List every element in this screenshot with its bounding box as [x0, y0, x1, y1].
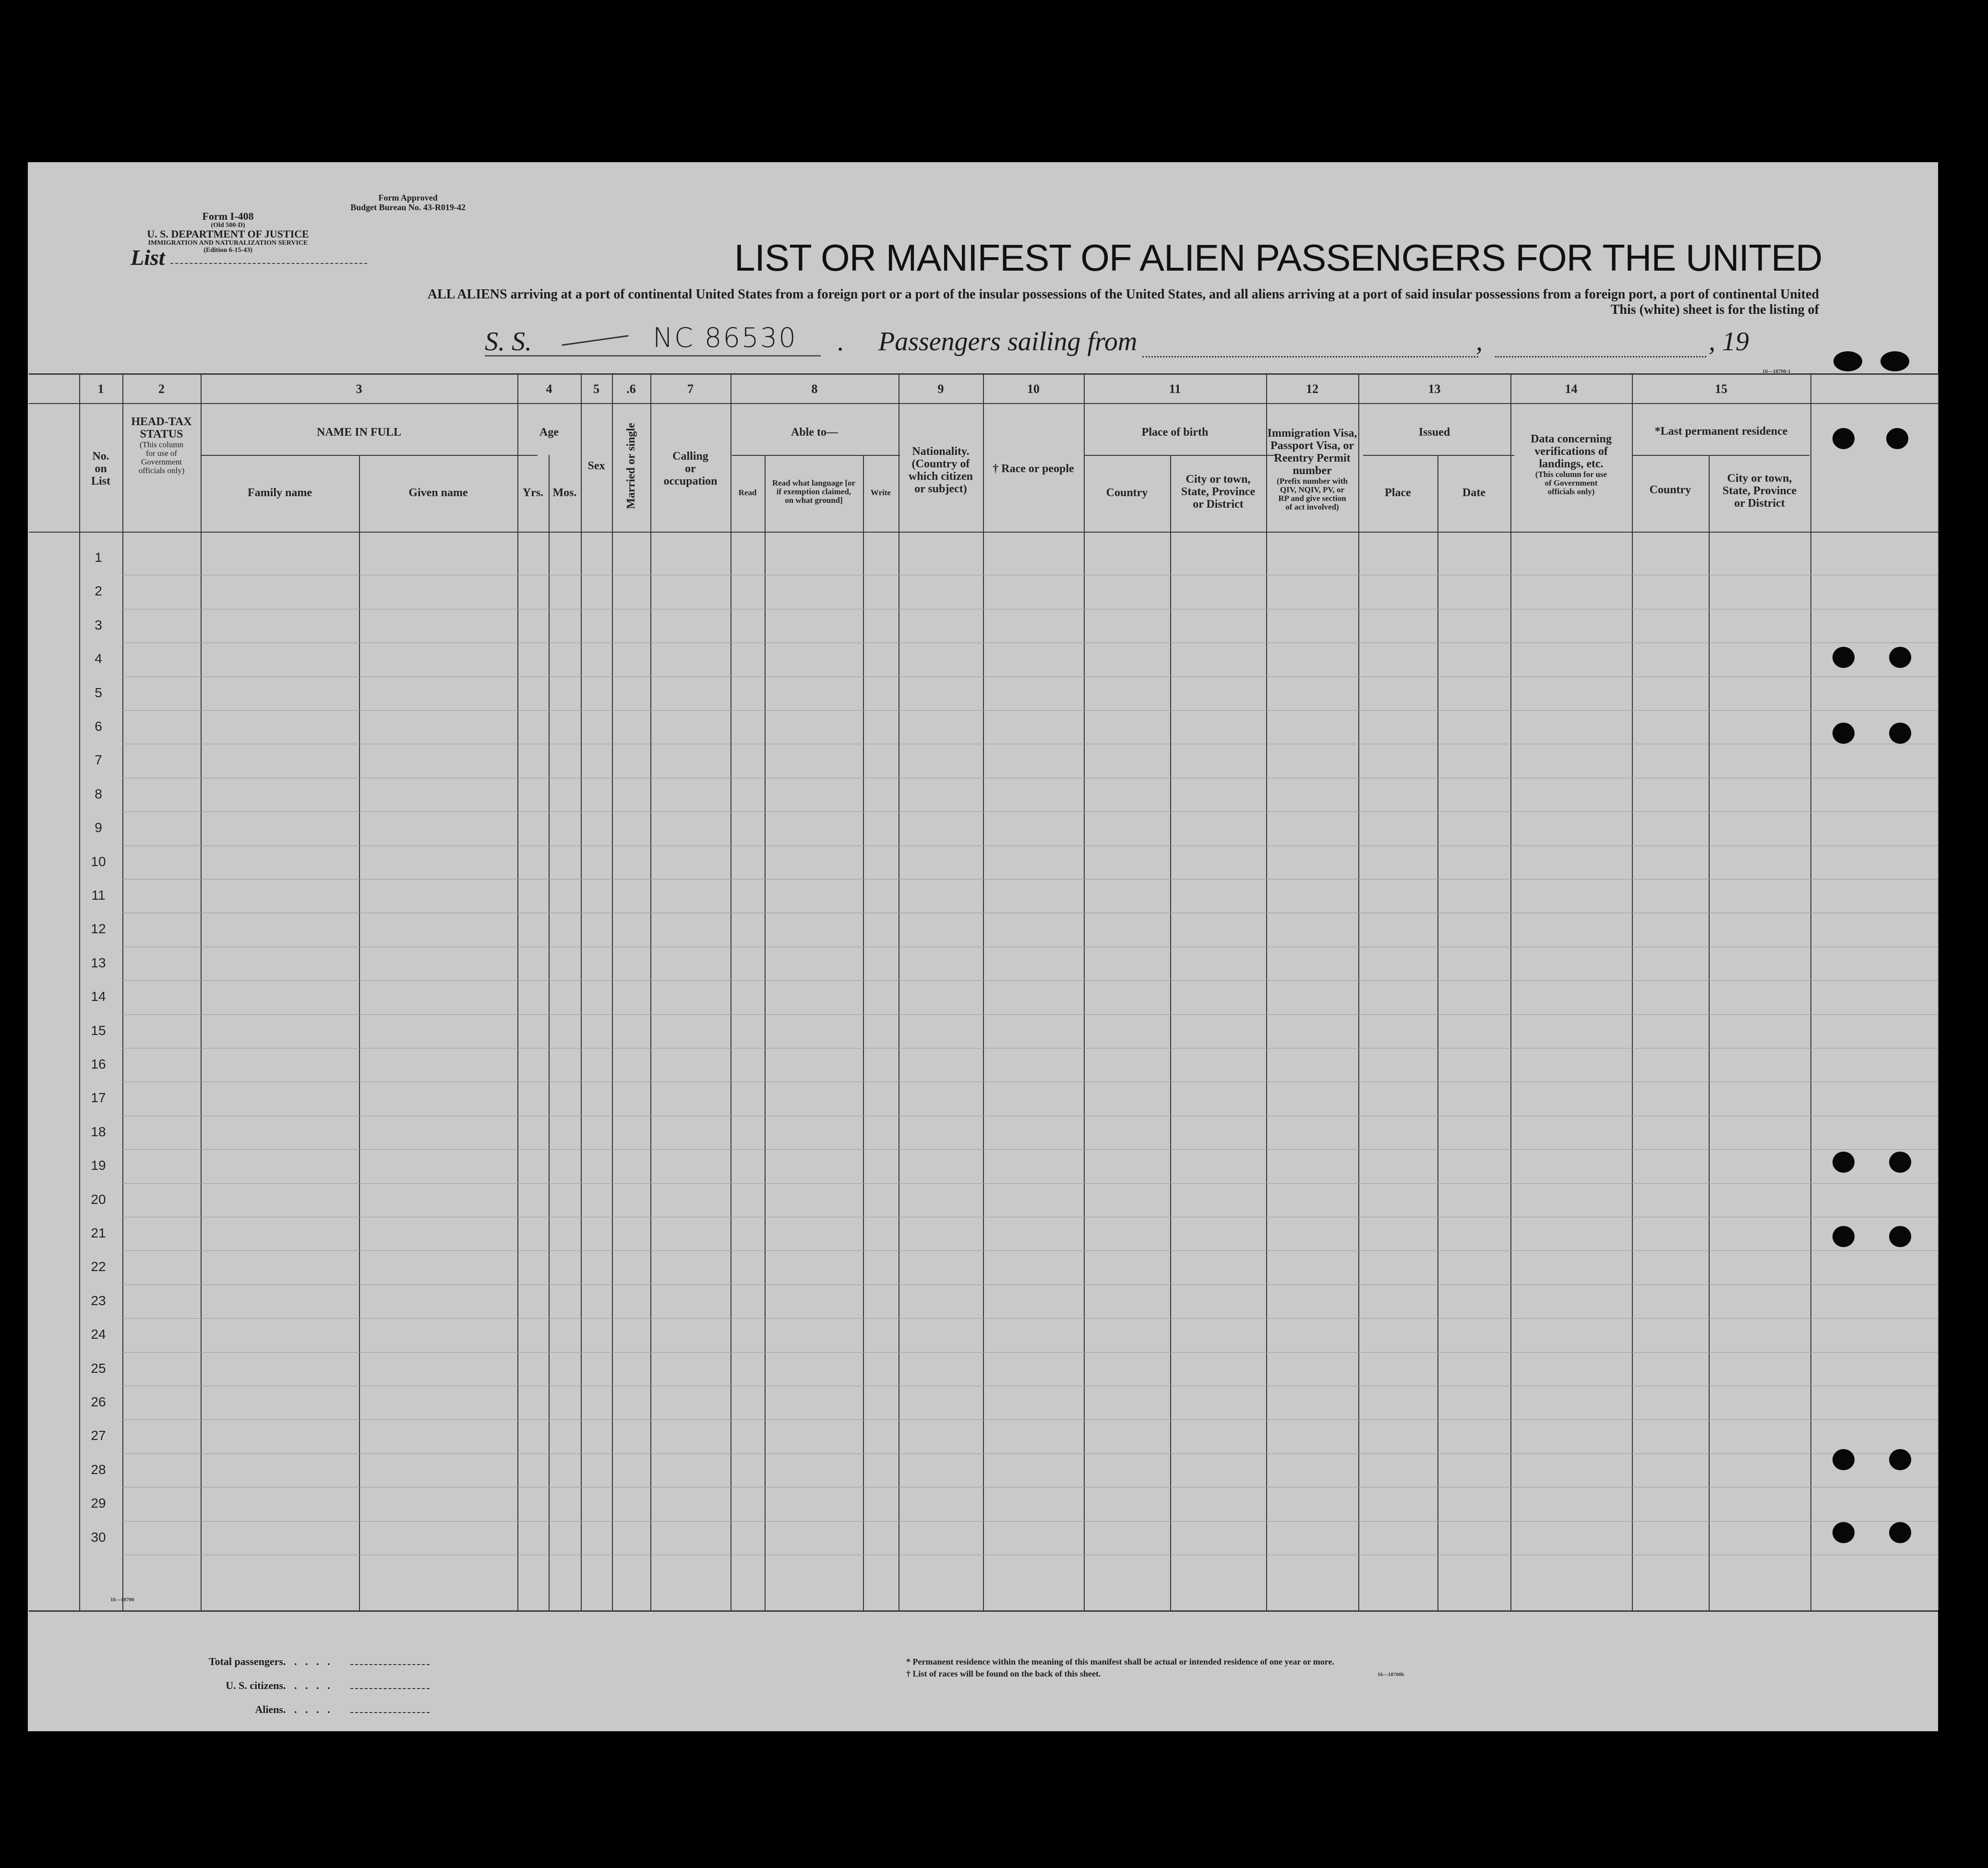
form-approved: Form Approved	[378, 193, 438, 202]
colnum-7: 7	[687, 382, 694, 396]
header-family-name: Family name	[248, 487, 312, 499]
header-write: Write	[870, 488, 891, 497]
col-divider-12	[1266, 373, 1267, 1610]
header-calling	[650, 450, 731, 488]
header-given-name: Given name	[408, 487, 468, 499]
header-read-language-line-3: on what ground]	[785, 496, 843, 505]
colnum-2: 2	[158, 382, 165, 396]
header-sex: Sex	[587, 460, 605, 472]
header-visa-note-1: (Prefix number with	[1277, 476, 1348, 486]
col-divider-11	[1084, 373, 1085, 1610]
header-no-line-1: No.	[92, 450, 109, 463]
header-head-tax-note-2: for use of	[145, 449, 178, 458]
aliens-field[interactable]	[350, 1712, 430, 1713]
us-citizens-dots: . . . . .	[283, 1679, 333, 1691]
ship-name-field[interactable]	[485, 355, 821, 357]
budget-bureau: Budget Bureau No. 43-R019-42	[350, 202, 466, 212]
col-divider-13	[1358, 373, 1359, 1610]
col-divider-6	[612, 373, 613, 1610]
row-number: 8	[95, 786, 102, 801]
binder-hole	[1832, 1226, 1855, 1247]
footnote-residence: * Permanent residence within the meaning of this manifest shall be actual or intended residence of one year or more.	[906, 1657, 1334, 1666]
table-row[interactable]	[122, 642, 1938, 643]
header-data-note-2: of Government	[1545, 478, 1598, 488]
col-divider-16	[1810, 373, 1811, 1610]
sailing-from-label: Passengers sailing from	[878, 327, 1138, 357]
row-number: 15	[91, 1023, 106, 1038]
row-number: 14	[91, 989, 106, 1004]
budget-approval	[336, 193, 480, 212]
table-row[interactable]	[122, 1352, 1938, 1353]
colnum-11: 11	[1169, 382, 1181, 396]
header-yrs: Yrs.	[522, 487, 544, 499]
colnum-8: 8	[811, 382, 818, 396]
header-birth-city-line-2: State, Province	[1181, 486, 1256, 498]
row-number: 21	[91, 1226, 106, 1240]
aliens-label: Aliens	[255, 1703, 283, 1715]
header-birth-city-line-3: or District	[1193, 498, 1244, 511]
row-number: 11	[91, 888, 106, 903]
colnum-14: 14	[1565, 382, 1578, 396]
manifest-table	[29, 373, 1938, 1610]
header-issued-date: Date	[1462, 487, 1485, 499]
header-calling-line-2: or	[685, 463, 696, 475]
aliens-dots: . . . . .	[283, 1703, 333, 1715]
header-age: Age	[539, 426, 559, 439]
header-read-language	[765, 479, 863, 505]
service: IMMIGRATION AND NATURALIZATION SERVICE	[148, 239, 308, 247]
row-number: 25	[91, 1360, 106, 1376]
col-divider-3	[201, 373, 202, 1610]
colnum-13: 13	[1428, 382, 1441, 396]
print-code-footer: 16—18700b	[1377, 1672, 1404, 1678]
header-race: † Race or people	[993, 463, 1074, 475]
row-number: 5	[95, 685, 102, 700]
header-head-tax-note-3: Government	[141, 457, 182, 466]
header-read-language-line-2: if exemption claimed,	[776, 487, 851, 496]
header-read: Read	[738, 488, 757, 497]
header-nationality-line-2: (Country of	[911, 458, 970, 470]
row-number: 22	[91, 1259, 106, 1274]
name-subheader-rule	[202, 455, 538, 456]
header-calling-line-3: occupation	[663, 475, 718, 488]
binder-hole	[1832, 1449, 1855, 1470]
col-divider-3b	[359, 455, 360, 1610]
table-row[interactable]	[122, 1183, 1938, 1184]
footnote-races: † List of races will be found on the back of this sheet.	[906, 1669, 1101, 1678]
year-label: , 19	[1709, 327, 1749, 357]
header-data-line-1: Data concerning	[1531, 433, 1612, 445]
header-nationality	[898, 445, 983, 495]
row-number: 3	[95, 617, 102, 632]
header-issued-place: Place	[1385, 487, 1411, 499]
header-visa-line-4: number	[1293, 464, 1332, 477]
table-row[interactable]	[122, 1149, 1938, 1150]
sailing-from-field[interactable]	[1142, 356, 1478, 357]
row-number: 28	[91, 1462, 106, 1477]
colnum-12: 12	[1306, 382, 1318, 396]
binder-hole	[1880, 351, 1909, 371]
birth-subheader-rule	[1085, 455, 1277, 456]
sailing-date-field[interactable]	[1495, 356, 1706, 357]
row-number: 7	[95, 752, 102, 768]
col-divider-5	[581, 373, 582, 1610]
department: U. S. DEPARTMENT OF JUSTICE	[147, 228, 309, 240]
header-visa-line-3: Reentry Permit	[1274, 452, 1351, 464]
row-number: 19	[91, 1158, 106, 1173]
binder-hole	[1889, 723, 1911, 744]
header-head-tax-line-2: STATUS	[140, 428, 183, 440]
form-number: Form I-408	[202, 210, 254, 222]
col-divider-4b	[549, 455, 550, 1610]
header-birth-country: Country	[1106, 487, 1148, 499]
comma-mark: ,	[1476, 327, 1483, 357]
binder-hole	[1833, 351, 1862, 371]
header-residence-city-line-1: City or town,	[1727, 472, 1792, 485]
row-number: 20	[91, 1191, 106, 1207]
table-row[interactable]	[122, 811, 1938, 812]
table-row[interactable]	[122, 845, 1938, 846]
col-divider-1	[79, 373, 80, 1610]
col-divider-10	[983, 373, 984, 1610]
row-number: 13	[91, 955, 106, 970]
instructions-line-1: ALL ALIENS arriving at a port of continental United States from a foreign port or a port of the insular possessions of the United States, and all aliens arriving at a port of said insular possessions from a foreign port, a port of continental United	[427, 287, 1819, 302]
header-immigration-visa	[1266, 427, 1358, 512]
total-passengers-field[interactable]	[350, 1664, 430, 1665]
able-subheader-rule	[732, 455, 900, 456]
header-nationality-line-4: or subject)	[914, 483, 967, 495]
row-number: 24	[91, 1327, 106, 1342]
us-citizens-label: U. S. citizens	[226, 1679, 283, 1691]
header-data-concerning	[1510, 433, 1632, 496]
row-number: 27	[91, 1428, 106, 1443]
table-row[interactable]	[122, 879, 1938, 880]
row-number: 29	[91, 1496, 106, 1511]
colnum-3: 3	[356, 382, 362, 396]
row-number: 18	[91, 1124, 106, 1139]
row-number: 10	[91, 854, 106, 869]
row-number: 12	[91, 921, 106, 937]
header-no-on-list	[79, 450, 122, 488]
table-row[interactable]	[122, 1453, 1938, 1454]
header-residence-country: Country	[1649, 484, 1691, 496]
header-visa-note-2: QIV, NQIV, PV, or	[1280, 485, 1345, 494]
edition: (Edition 6-15-43)	[204, 247, 252, 254]
row-number: 6	[95, 719, 102, 734]
colnum-1: 1	[97, 382, 104, 396]
page-title: LIST OR MANIFEST OF ALIEN PASSENGERS FOR THE UNITED	[734, 237, 1822, 279]
form-old-number: (Old 500-D)	[211, 222, 245, 229]
table-row[interactable]	[122, 1250, 1938, 1251]
header-residence-city-line-3: or District	[1734, 497, 1785, 510]
total-passengers-label: Total passengers	[208, 1655, 283, 1667]
issued-subheader-rule	[1363, 455, 1514, 456]
binder-hole	[1832, 647, 1855, 668]
header-birth-city-line-1: City or town,	[1186, 473, 1251, 486]
colnum-15: 15	[1715, 382, 1727, 396]
col-divider-14	[1510, 373, 1511, 1610]
table-bottom-rule	[29, 1610, 1938, 1612]
header-residence-city	[1709, 472, 1810, 510]
binder-hole	[1889, 1449, 1911, 1470]
header-visa-line-2: Passport Visa, or	[1270, 440, 1354, 452]
header-visa-note-4: of act involved)	[1285, 502, 1339, 512]
us-citizens-field[interactable]	[350, 1688, 430, 1689]
header-read-language-line-1: Read what language [or	[772, 478, 856, 488]
col-divider-13b	[1437, 455, 1438, 1610]
binder-hole	[1832, 723, 1855, 744]
header-able-to: Able to—	[791, 426, 838, 439]
header-place-of-birth: Place of birth	[1141, 426, 1209, 439]
total-passengers-dots: . . . . .	[283, 1655, 333, 1667]
col-divider-2	[122, 373, 123, 1610]
table-row[interactable]	[122, 1419, 1938, 1420]
col-divider-15	[1632, 373, 1633, 1610]
print-code-table: 16—18700	[110, 1597, 134, 1603]
ship-name-handwritten: NC 86530	[653, 322, 797, 354]
binder-hole	[1889, 1152, 1911, 1173]
instructions-line-2: This (white) sheet is for the listing of	[1610, 302, 1819, 317]
col-divider-8c	[863, 455, 864, 1610]
header-nationality-line-1: Nationality.	[912, 445, 970, 458]
col-divider-11b	[1170, 455, 1171, 1610]
binder-hole	[1832, 1522, 1855, 1543]
binder-hole	[1832, 1152, 1855, 1173]
row-number: 17	[91, 1090, 106, 1106]
col-divider-7	[650, 373, 651, 1610]
header-visa-line-1: Immigration Visa,	[1267, 427, 1357, 440]
table-row[interactable]	[122, 1318, 1938, 1319]
header-data-line-3: landings, etc.	[1539, 458, 1604, 470]
header-no-line-2: on	[95, 463, 107, 475]
binder-hole	[1889, 647, 1911, 668]
row-number: 26	[91, 1394, 106, 1409]
header-residence-city-line-2: State, Province	[1722, 485, 1797, 497]
list-label: List	[131, 245, 165, 270]
header-visa-note-3: RP and give section	[1278, 494, 1346, 503]
header-issued: Issued	[1418, 426, 1450, 439]
binder-hole	[1832, 428, 1855, 449]
header-name-in-full: NAME IN FULL	[316, 426, 401, 439]
table-row[interactable]	[122, 980, 1938, 981]
header-head-tax-note-4: officials only)	[138, 466, 185, 475]
list-number-field[interactable]	[170, 263, 367, 264]
colnum-10: 10	[1027, 382, 1040, 396]
instructions	[336, 287, 1819, 318]
header-married-single: Married or single	[625, 423, 637, 509]
colnum-5: 5	[593, 382, 599, 396]
table-row[interactable]	[122, 710, 1938, 711]
col-divider-8b	[765, 455, 766, 1610]
col-divider-9	[898, 373, 899, 1610]
row-number: 16	[91, 1057, 106, 1071]
row-number: 30	[91, 1529, 106, 1545]
table-row[interactable]	[122, 1014, 1938, 1015]
colnum-6: .6	[626, 382, 636, 396]
row-number: 9	[95, 820, 102, 835]
colnum-4: 4	[546, 382, 552, 396]
binder-hole	[1889, 1226, 1911, 1247]
header-head-tax	[122, 416, 201, 475]
row-number: 2	[95, 583, 102, 599]
colnum-9: 9	[937, 382, 944, 396]
header-no-line-3: List	[91, 475, 110, 488]
header-head-tax-line-1: HEAD-TAX	[131, 416, 192, 428]
residence-subheader-rule	[1632, 455, 1809, 456]
row-number: 4	[95, 651, 102, 666]
header-calling-line-1: Calling	[672, 450, 708, 463]
table-row[interactable]	[122, 1521, 1938, 1522]
header-data-note-1: (This column for use	[1535, 470, 1607, 479]
header-mos: Mos.	[552, 487, 577, 499]
col-divider-right	[1938, 373, 1939, 1610]
header-last-residence: *Last permanent residence	[1654, 425, 1788, 438]
header-birth-city	[1170, 473, 1266, 511]
binder-hole	[1886, 428, 1908, 449]
row-number: 1	[95, 550, 102, 565]
binder-hole	[1889, 1522, 1911, 1543]
col-divider-15b	[1709, 455, 1710, 1610]
header-data-line-2: verifications of	[1534, 445, 1608, 458]
row-number: 23	[91, 1293, 106, 1308]
header-nationality-line-3: which citizen	[909, 470, 973, 483]
header-head-tax-note-1: (This column	[139, 440, 184, 449]
col-divider-4	[517, 373, 518, 1610]
header-data-note-3: officials only)	[1547, 487, 1595, 496]
ss-label: S. S.	[485, 327, 532, 357]
period-mark: .	[838, 327, 844, 357]
print-code-top: 16—18700-1	[1762, 369, 1791, 374]
